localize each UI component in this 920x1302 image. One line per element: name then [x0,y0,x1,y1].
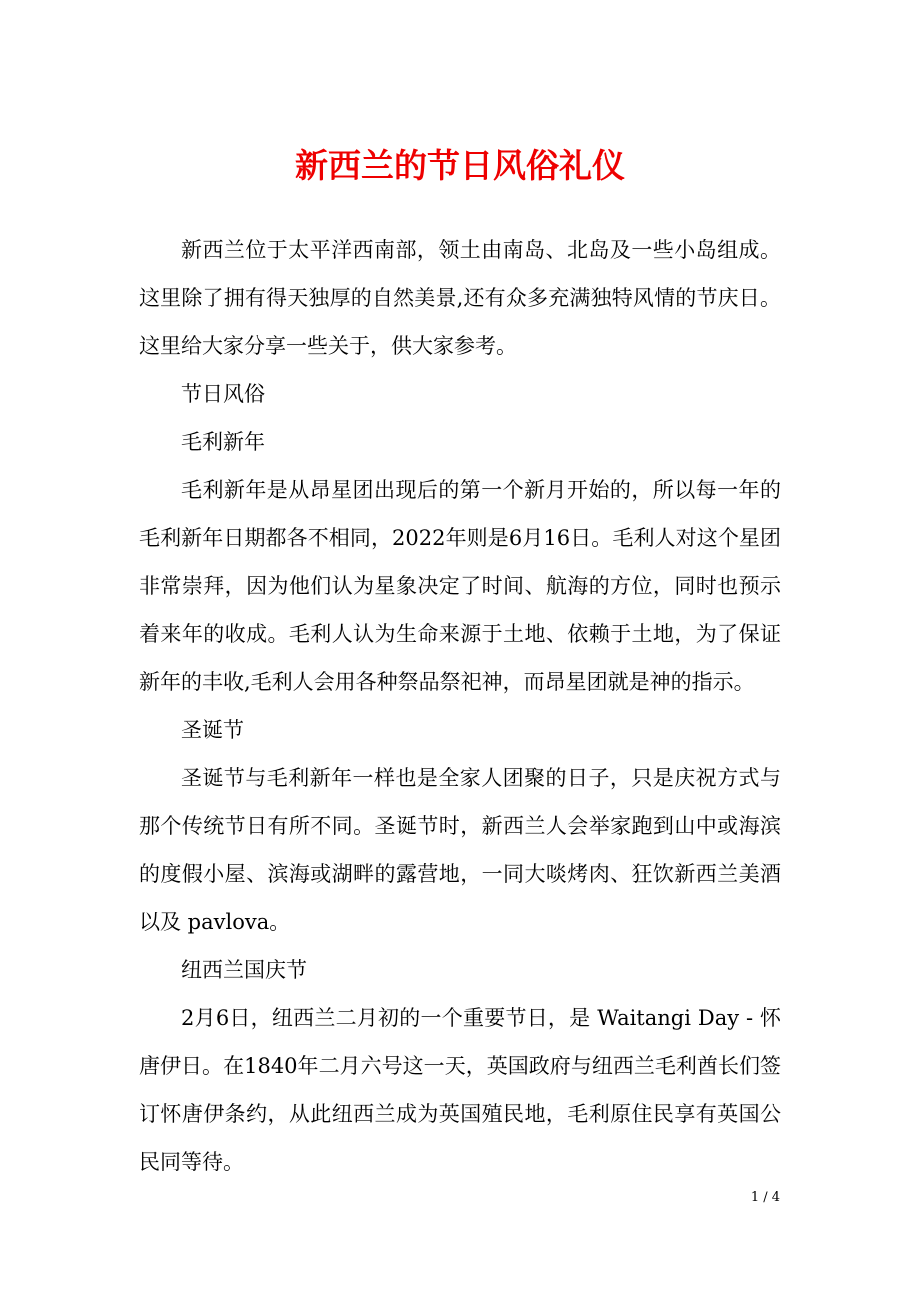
paragraph-maori-new-year: 毛利新年是从昂星团出现后的第一个新月开始的，所以每一年的毛利新年日期都各不相同，2022年则是6月16日。毛利人对这个星团非常崇拜，因为他们认为星象决定了时间、航海的方位，同时也预示着来年的收成。毛利人认为生命来源于土地、依赖于土地，为了保证新年的丰收,毛利人会用各种祭品祭祀神，而昂星团就是神的指示。 [139,478,781,694]
section-heading-festival-customs: 节日风俗 [181,382,265,406]
paragraph-christmas: 圣诞节与毛利新年一样也是全家人团聚的日子，只是庆祝方式与那个传统节日有所不同。圣诞节时，新西兰人会举家跑到山中或海滨的度假小屋、滨海或湖畔的露营地，一同大啖烤肉、狂饮新西兰美酒以及 pavlova。 [139,766,781,934]
paragraph-intro: 新西兰位于太平洋西南部，领土由南岛、北岛及一些小岛组成。这里除了拥有得天独厚的自然美景,还有众多充满独特风情的节庆日。这里给大家分享一些关于，供大家参考。 [139,238,781,358]
paragraph-national-day: 2月6日，纽西兰二月初的一个重要节日，是 Waitangi Day - 怀唐伊日。在1840年二月六号这一天，英国政府与纽西兰毛利酋长们签订怀唐伊条约，从此纽西兰成为英国殖民地，毛利原住民享有英国公民同等待。 [139,1006,781,1174]
section-heading-national-day: 纽西兰国庆节 [181,958,307,982]
section-heading-christmas: 圣诞节 [181,718,244,742]
page-number: 1 / 4 [750,1190,780,1205]
section-heading-maori-new-year: 毛利新年 [181,430,265,454]
document-title: 新西兰的节日风俗礼仪 [295,146,625,185]
document-body [139,226,781,1186]
